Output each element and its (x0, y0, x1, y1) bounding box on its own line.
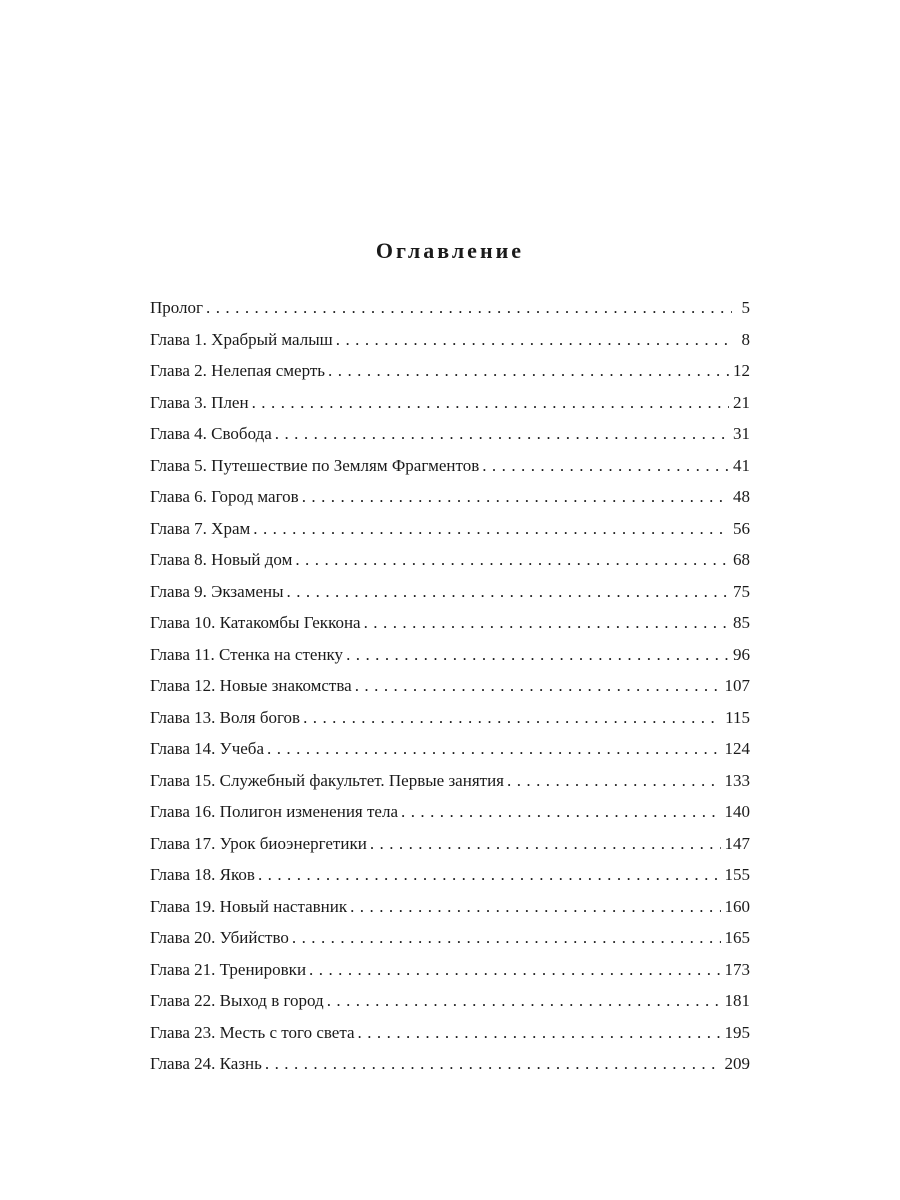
toc-entry-label: Глава 10. Катакомбы Геккона (150, 613, 361, 632)
toc-entry (150, 796, 750, 828)
dot-leader (303, 702, 721, 734)
toc-entry (150, 1048, 750, 1080)
dot-leader (346, 639, 729, 671)
toc-entry-label: Глава 13. Воля богов (150, 707, 301, 727)
dot-leader (327, 985, 721, 1017)
toc-entry (150, 544, 750, 576)
dot-leader (370, 828, 721, 860)
dot-leader (267, 733, 720, 765)
dot-leader (258, 859, 721, 891)
toc-entry (150, 765, 750, 797)
dot-leader (350, 891, 720, 923)
toc-entry-page-number: 12 (733, 361, 750, 380)
toc-entry-page-number: 5 (741, 298, 750, 317)
dot-leader (265, 1048, 721, 1080)
toc-entry-page-number: 107 (724, 676, 750, 695)
toc-entry (150, 355, 750, 387)
toc-entry-label: Глава 19. Новый наставник (150, 896, 348, 916)
toc-entry-page-number: 133 (724, 770, 750, 790)
toc-entry-label: Глава 4. Свобода (150, 424, 272, 443)
dot-leader (295, 544, 729, 576)
toc-entry-label: Глава 7. Храм (150, 518, 251, 538)
toc-entry (150, 513, 750, 545)
toc-entry-page-number: 115 (725, 707, 750, 727)
toc-entry-label: Глава 17. Урок биоэнергетики (150, 833, 367, 853)
toc-entry (150, 733, 750, 765)
toc-entry-page-number: 56 (733, 518, 750, 538)
toc-entry-label: Глава 23. Месть с того света (150, 1022, 355, 1042)
toc-entry-label: Глава 15. Служебный факультет. Первые занятия (150, 770, 504, 790)
toc-entry-label: Глава 21. Тренировки (150, 959, 307, 979)
dot-leader (482, 450, 729, 482)
dot-leader (206, 292, 732, 324)
toc-entry-label: Глава 18. Яков (150, 865, 255, 884)
dot-leader (287, 576, 729, 608)
dot-leader (292, 922, 721, 954)
toc-entry-label: Глава 20. Убийство (150, 928, 289, 947)
toc-entry-label: Глава 1. Храбрый малыш (150, 329, 333, 349)
toc-entry-page-number: 124 (724, 739, 750, 758)
toc-entry-page-number: 140 (724, 802, 750, 821)
toc-entry-page-number: 85 (733, 613, 750, 632)
toc-entry (150, 954, 750, 986)
toc-entry (150, 702, 750, 734)
toc-entry-label: Глава 3. Плен (150, 392, 249, 412)
dot-leader (507, 765, 721, 797)
toc-entry-page-number: 195 (724, 1022, 750, 1042)
toc-entry-label: Глава 14. Учеба (150, 739, 265, 758)
toc-entry (150, 670, 750, 702)
dot-leader (336, 324, 732, 356)
toc-entry (150, 481, 750, 513)
toc-entry-page-number: 155 (724, 865, 750, 884)
toc-entry-page-number: 75 (733, 581, 750, 601)
toc-entry-page-number: 48 (733, 487, 750, 506)
table-of-contents (150, 292, 750, 1080)
toc-entry (150, 607, 750, 639)
toc-entry-label: Глава 9. Экзамены (150, 581, 284, 601)
dot-leader (302, 481, 729, 513)
toc-entry-label: Глава 8. Новый дом (150, 550, 293, 569)
toc-entry-page-number: 96 (733, 644, 750, 664)
toc-entry (150, 891, 750, 923)
toc-entry-page-number: 68 (733, 550, 750, 569)
toc-entry-page-number: 160 (724, 896, 750, 916)
toc-entry-page-number: 181 (724, 991, 750, 1010)
toc-entry (150, 639, 750, 671)
toc-entry-label: Глава 11. Стенка на стенку (150, 644, 344, 664)
toc-entry-label: Глава 5. Путешествие по Землям Фрагментов (150, 455, 480, 475)
toc-entry-page-number: 209 (724, 1054, 750, 1073)
dot-leader (364, 607, 729, 639)
toc-entry (150, 922, 750, 954)
toc-entry (150, 985, 750, 1017)
toc-entry (150, 576, 750, 608)
toc-entry-page-number: 165 (724, 928, 750, 947)
dot-leader (328, 355, 729, 387)
toc-entry (150, 828, 750, 860)
dot-leader (253, 513, 729, 545)
toc-entry-label: Пролог (150, 298, 204, 317)
toc-entry-label: Глава 12. Новые знакомства (150, 676, 352, 695)
toc-entry-label: Глава 16. Полигон изменения тела (150, 802, 398, 821)
toc-entry-page-number: 147 (724, 833, 750, 853)
toc-entry-page-number: 41 (733, 455, 750, 475)
toc-entry-label: Глава 6. Город магов (150, 487, 299, 506)
toc-entry-page-number: 31 (733, 424, 750, 443)
dot-leader (252, 387, 729, 419)
toc-entry-page-number: 21 (733, 392, 750, 412)
toc-entry (150, 324, 750, 356)
toc-entry-label: Глава 24. Казнь (150, 1054, 262, 1073)
toc-entry (150, 450, 750, 482)
toc-entry-label: Глава 2. Нелепая смерть (150, 361, 326, 380)
toc-entry-page-number: 8 (741, 329, 750, 349)
page-title: Оглавление (375, 238, 525, 263)
dot-leader (358, 1017, 721, 1049)
toc-entry (150, 292, 750, 324)
toc-entry (150, 859, 750, 891)
dot-leader (355, 670, 721, 702)
toc-entry-page-number: 173 (724, 959, 750, 979)
dot-leader (275, 418, 729, 450)
toc-entry (150, 387, 750, 419)
toc-entry-label: Глава 22. Выход в город (150, 991, 324, 1010)
toc-entry (150, 418, 750, 450)
toc-entry (150, 1017, 750, 1049)
dot-leader (401, 796, 721, 828)
dot-leader (309, 954, 720, 986)
